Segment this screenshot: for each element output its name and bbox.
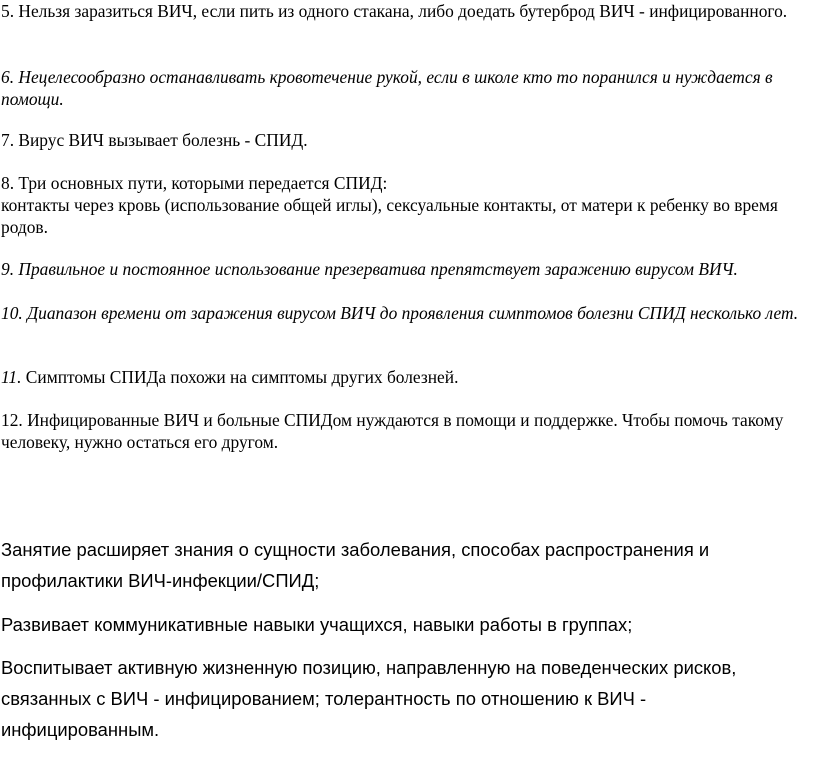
statement-6: 6. Нецелесообразно останавливать кровотечение рукой, если в школе кто то поранился и нуждается в помощи. bbox=[1, 67, 773, 109]
statement-7: 7. Вирус ВИЧ вызывает болезнь - СПИД. bbox=[1, 130, 308, 150]
statement-5: 5. Нельзя заразиться ВИЧ, если пить из одного стакана, либо доедать бутерброд ВИЧ - инфицированного. bbox=[1, 1, 788, 21]
statement-11-number: 11. bbox=[1, 367, 22, 387]
statement-8-heading: 8. Три основных пути, которыми передается СПИД: bbox=[1, 173, 388, 193]
statement-10: 10. Диапазон времени от заражения вирусом ВИЧ до проявления симптомов болезни СПИД несколько лет. bbox=[1, 303, 799, 323]
statement-11 bbox=[1, 366, 458, 388]
goal-life-position: Воспитывает активную жизненную позицию, направленную на поведенческих рисков, связанных с ВИЧ - инфицированием; толерантность по отношению к ВИЧ - инфицированным. bbox=[1, 657, 737, 740]
statement-9: 9. Правильное и постоянное использование презерватива препятствует заражению вирусом ВИЧ. bbox=[1, 259, 738, 279]
goal-communication: Развивает коммуникативные навыки учащихся, навыки работы в группах; bbox=[1, 614, 633, 635]
statement-11-text: Симптомы СПИДа похожи на симптомы других болезней. bbox=[21, 367, 459, 387]
statement-8-detail: контакты через кровь (использование общей иглы), сексуальные контакты, от матери к ребенку во время родов. bbox=[1, 195, 778, 237]
statement-8 bbox=[1, 172, 806, 238]
goal-knowledge: Занятие расширяет знания о сущности заболевания, способах распространения и профилактики ВИЧ-инфекции/СПИД; bbox=[1, 539, 710, 591]
statement-12: 12. Инфицированные ВИЧ и больные СПИДом нуждаются в помощи и поддержке. Чтобы помочь такому человеку, нужно остаться его другом. bbox=[1, 410, 784, 452]
